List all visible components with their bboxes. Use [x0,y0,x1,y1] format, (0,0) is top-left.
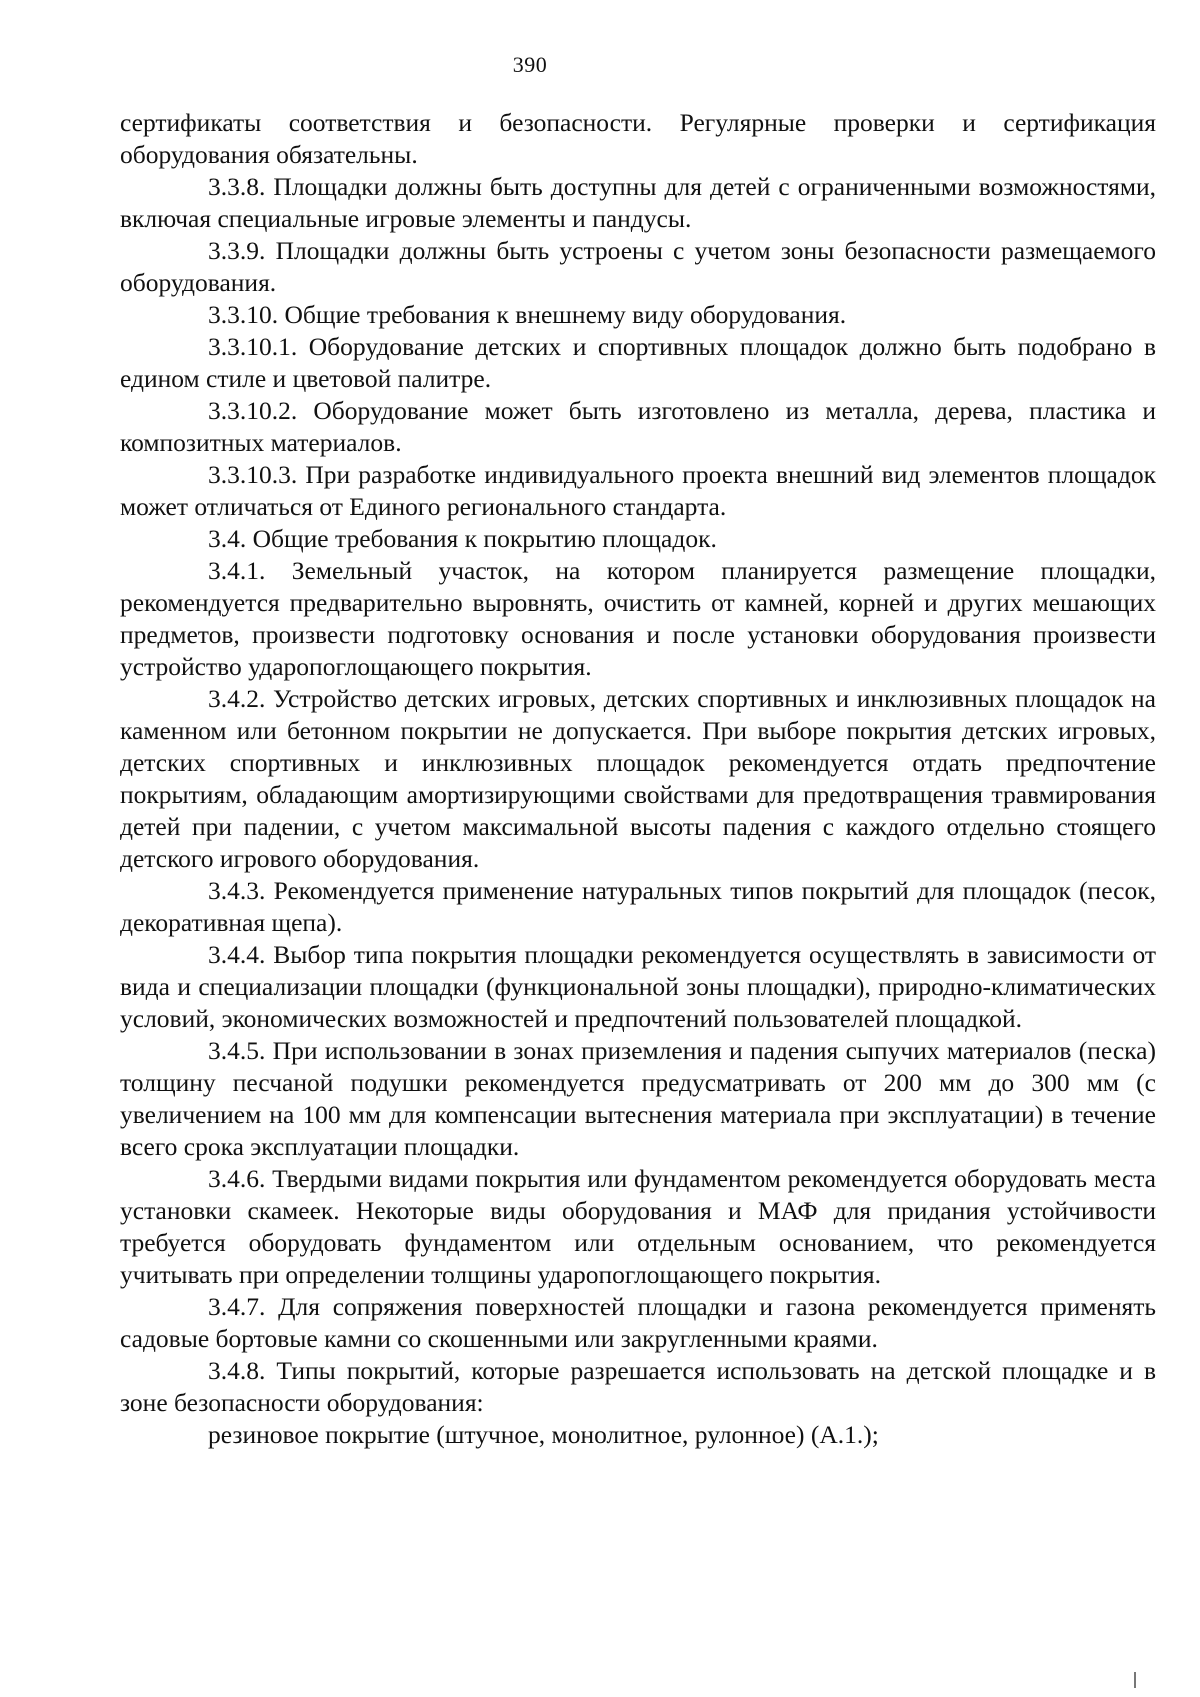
paragraph-3-4-6: 3.4.6. Твердыми видами покрытия или фундаментом рекомендуется оборудовать места установки скамеек. Некоторые виды оборудования и МАФ для придания устойчивости требуется оборудовать фундаментом или отдельным основанием, что рекомендуется учитывать при определении толщины ударопоглощающего покрытия. [120,1164,1156,1289]
page-number: 390 [512,52,548,77]
paragraph-3-3-9: 3.3.9. Площадки должны быть устроены с учетом зоны безопасности размещаемого оборудования. [120,236,1156,297]
paragraph-3-3-10-1: 3.3.10.1. Оборудование детских и спортивных площадок должно быть подобрано в едином стиле и цветовой палитре. [120,332,1156,393]
paragraph-3-3-10: 3.3.10. Общие требования к внешнему виду оборудования. [208,300,847,329]
list-item-rubber-coating: резиновое покрытие (штучное, монолитное, рулонное) (А.1.); [208,1420,879,1449]
document-body [120,107,1156,1451]
paragraph-3-4-8: 3.4.8. Типы покрытий, которые разрешается использовать на детской площадке и в зоне безопасности оборудования: [120,1356,1156,1417]
paragraph-3-4-5: 3.4.5. При использовании в зонах приземления и падения сыпучих материалов (песка) толщину песчаной подушки рекомендуется предусматривать от 200 мм до 300 мм (с увеличением на 100 мм для компенсации вытеснения материала при эксплуатации) в течение всего срока эксплуатации площадки. [120,1036,1156,1161]
paragraph-continuation: сертификаты соответствия и безопасности. Регулярные проверки и сертификация оборудования обязательны. [120,108,1156,169]
paragraph-3-4-1: 3.4.1. Земельный участок, на котором планируется размещение площадки, рекомендуется предварительно выровнять, очистить от камней, корней и других мешающих предметов, произвести подготовку основания и после установки оборудования произвести устройство ударопоглощающего покрытия. [120,556,1156,681]
paragraph-3-3-8: 3.3.8. Площадки должны быть доступны для детей с ограниченными возможностями, включая специальные игровые элементы и пандусы. [120,172,1156,233]
paragraph-3-4-4: 3.4.4. Выбор типа покрытия площадки рекомендуется осуществлять в зависимости от вида и специализации площадки (функциональной зоны площадки), природно-климатических условий, экономических возможностей и предпочтений пользователей площадкой. [120,940,1156,1033]
paragraph-3-4-2: 3.4.2. Устройство детских игровых, детских спортивных и инклюзивных площадок на каменном или бетонном покрытии не допускается. При выборе покрытия детских игровых, детских спортивных и инклюзивных площадок рекомендуется отдать предпочтение покрытиям, обладающим амортизирующими свойствами для предотвращения травмирования детей при падении, с учетом максимальной высоты падения с каждого отдельно стоящего детского игрового оборудования. [120,684,1156,873]
paragraph-3-4: 3.4. Общие требования к покрытию площадок. [208,524,717,553]
paragraph-3-3-10-2: 3.3.10.2. Оборудование может быть изготовлено из металла, дерева, пластика и композитных материалов. [120,396,1156,457]
paragraph-3-3-10-3: 3.3.10.3. При разработке индивидуального проекта внешний вид элементов площадок может отличаться от Единого регионального стандарта. [120,460,1156,521]
paragraph-3-4-3: 3.4.3. Рекомендуется применение натуральных типов покрытий для площадок (песок, декоративная щепа). [120,876,1156,937]
scan-artifact [1134,1672,1136,1688]
paragraph-3-4-7: 3.4.7. Для сопряжения поверхностей площадки и газона рекомендуется применять садовые бортовые камни со скошенными или закругленными краями. [120,1292,1156,1353]
